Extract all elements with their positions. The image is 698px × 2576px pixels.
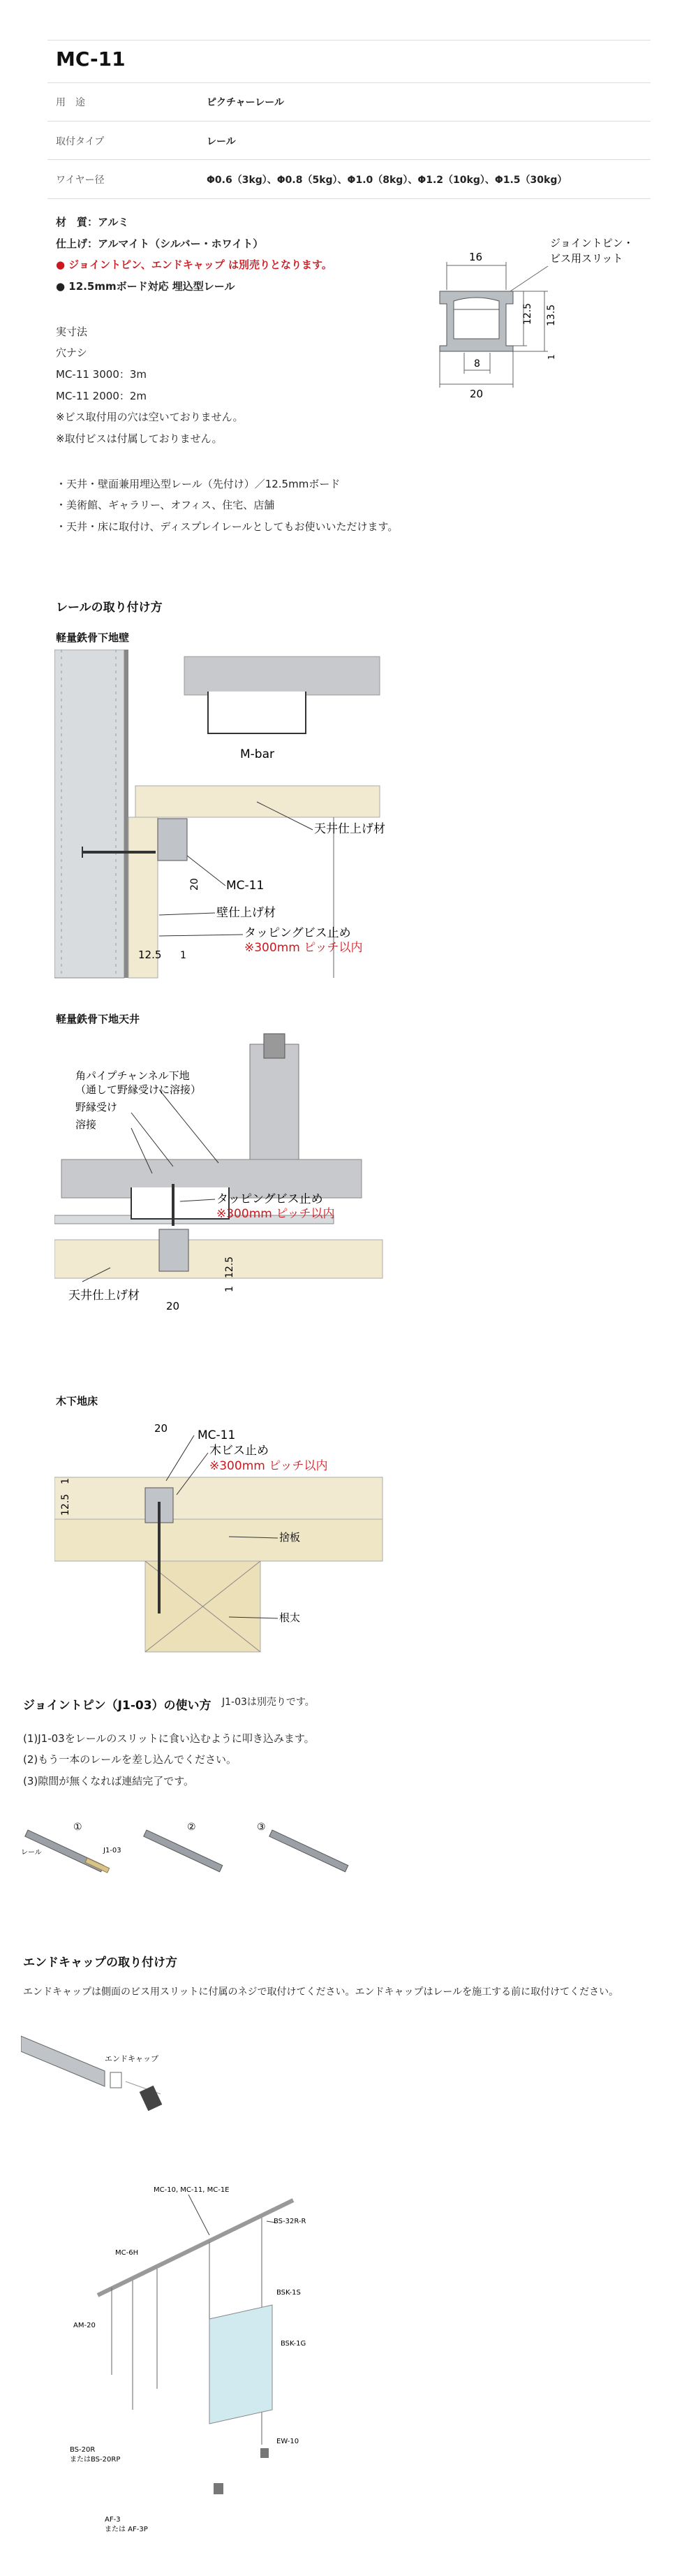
- wall-dim-12-5: 12.5: [138, 949, 162, 961]
- endcap-label: エンドキャップ: [105, 2054, 158, 2063]
- mc6h-label: MC-6H: [115, 2249, 139, 2257]
- joist-label: 根太: [279, 1611, 301, 1624]
- note-screw: ※取付ビスは付属しておりません。: [56, 432, 223, 445]
- ceiling-heading: 軽量鉄骨下地天井: [56, 1013, 140, 1025]
- bsk1g-label: BSK-1G: [281, 2340, 306, 2348]
- usage-1: ・天井・壁面兼用埋込型レール（先付け）／12.5mmボード: [56, 478, 341, 490]
- joint-sub: J1-03は別売りです。: [222, 1697, 315, 1708]
- usage-2: ・美術館、ギャラリー、オフィス、住宅、店舗: [56, 499, 275, 511]
- endcap-desc: エンドキャップは側面のビス用スリットに付属のネジで取付けてください。エンドキャップはレールを施工する前に取付けてください。: [23, 1986, 619, 1998]
- pitch-label: ※300mm ピッチ以内: [244, 941, 363, 955]
- spec-value-use: ピクチャーレール: [207, 97, 285, 108]
- rail-profile-diagram: [426, 234, 663, 402]
- divider: [47, 121, 651, 122]
- spec-value-type: レール: [207, 136, 236, 147]
- wood-pitch-label: ※300mm ピッチ以内: [209, 1459, 328, 1473]
- wall-install-diagram: [54, 650, 389, 985]
- joist-label: 野縁受け: [75, 1101, 118, 1113]
- rail-label: レール: [21, 1849, 42, 1857]
- mc11-label: MC-11: [226, 879, 265, 893]
- ceiling-install-diagram: [54, 1030, 389, 1373]
- divider: [47, 82, 651, 83]
- dim-13-5: 13.5: [546, 304, 557, 326]
- wood-dim-1: 1: [60, 1478, 71, 1484]
- wood-screw-label: 木ビス止め: [209, 1444, 269, 1458]
- ceiling-screw-label: タッピングビス止め: [216, 1192, 323, 1206]
- am20-label: AM-20: [73, 2322, 96, 2329]
- weld-label: 溶接: [75, 1118, 97, 1131]
- step-3-number: ③: [257, 1822, 266, 1833]
- dim-8: 8: [474, 358, 480, 369]
- dim-1: 1: [547, 354, 556, 360]
- wall-finish-label: 壁仕上げ材: [216, 906, 276, 920]
- dim-16: 16: [469, 251, 483, 263]
- joint-step-3: (3)隙間が無くなれば連結完了です。: [23, 1775, 195, 1787]
- mbar-label: M-bar: [240, 747, 274, 761]
- ceiling-pitch-label: ※300mm ピッチ以内: [216, 1207, 335, 1221]
- endcap-heading: エンドキャップの取り付け方: [23, 1956, 177, 1970]
- joint-heading: ジョイントピン（J1-03）の使い方: [23, 1699, 211, 1713]
- length-3m: MC-11 3000：3m: [56, 368, 147, 381]
- divider: [47, 159, 651, 160]
- ceiling-dim-1: 1: [224, 1286, 235, 1292]
- note-hole: ※ビス取付用の穴は空いておりません。: [56, 411, 244, 423]
- ceiling-finish-label: 天井仕上げ材: [68, 1289, 140, 1303]
- bs20r-label: BS-20R: [70, 2446, 96, 2454]
- joint-steps-diagram: [21, 1816, 356, 1907]
- joint-step-1: (1)J1-03をレールのスリットに食い込むように叩き込みます。: [23, 1732, 315, 1745]
- ceiling-dim-12-5: 12.5: [224, 1256, 235, 1278]
- material-text: 材 質：アルミ: [56, 216, 129, 228]
- rails-label: MC-10, MC-11, MC-1E: [154, 2186, 230, 2194]
- screw-label: タッピングビス止め: [244, 926, 351, 940]
- ew10-label: EW-10: [276, 2438, 299, 2445]
- board-label: 捨板: [279, 1531, 301, 1544]
- hole-text: 穴ナシ: [56, 346, 87, 359]
- wall-dim-20: 20: [189, 878, 200, 891]
- wood-heading: 木下地床: [56, 1395, 98, 1407]
- divider: [47, 198, 651, 199]
- system-diagram: [42, 2165, 349, 2563]
- top-divider: [47, 40, 651, 41]
- bsk1s-label: BSK-1S: [276, 2289, 301, 2297]
- slit-label-2: ビス用スリット: [550, 252, 623, 265]
- install-heading: レールの取り付け方: [56, 601, 163, 615]
- bs20rp-label: またはBS-20RP: [70, 2456, 121, 2464]
- length-2m: MC-11 2000：2m: [56, 390, 147, 402]
- bs32-label: BS-32R-R: [274, 2218, 306, 2225]
- channel-label-2: （通して野縁受けに溶接）: [75, 1083, 202, 1096]
- board-notice: ● 12.5mmボード対応 埋込型レール: [56, 280, 235, 293]
- wood-install-diagram: [54, 1411, 389, 1662]
- af3-label: AF-3: [105, 2516, 121, 2524]
- joint-step-2: (2)もう一本のレールを差し込んでください。: [23, 1753, 237, 1766]
- joint-notice: ● ジョイントピン、エンドキャップ は別売りとなります。: [56, 258, 332, 271]
- wall-heading: 軽量鉄骨下地壁: [56, 631, 130, 644]
- wood-dim-20: 20: [154, 1422, 168, 1435]
- spec-label-use: 用 途: [56, 97, 85, 108]
- af3p-label: または AF-3P: [105, 2526, 148, 2533]
- spec-value-wire: Φ0.6（3kg）、Φ0.8（5kg）、Φ1.0（8kg）、Φ1.2（10kg）、Φ1.5（30kg）: [207, 175, 567, 186]
- wall-dim-1: 1: [180, 950, 186, 961]
- ceiling-finish-label: 天井仕上げ材: [314, 822, 385, 836]
- finish-text: 仕上げ：アルマイト（シルバー・ホワイト）: [56, 237, 264, 250]
- wood-dim-12-5: 12.5: [60, 1493, 71, 1516]
- ceiling-dim-20: 20: [166, 1300, 180, 1312]
- dim-20: 20: [470, 388, 484, 400]
- step-2-number: ②: [187, 1822, 196, 1833]
- wood-mc11-label: MC-11: [198, 1428, 236, 1442]
- spec-label-wire: ワイヤー径: [56, 175, 105, 186]
- measure-title: 実寸法: [56, 325, 88, 338]
- usage-3: ・天井・床に取付け、ディスプレイレールとしてもお使いいただけます。: [56, 520, 399, 533]
- channel-label-1: 角パイプチャンネル下地: [75, 1069, 190, 1082]
- dim-12-5: 12.5: [522, 302, 533, 325]
- slit-label-1: ジョイントピン・: [550, 237, 634, 249]
- page-title: MC-11: [56, 47, 126, 71]
- endcap-diagram: [21, 2022, 188, 2127]
- spec-label-type: 取付タイプ: [56, 136, 105, 147]
- pin-label: J1-03: [103, 1847, 121, 1854]
- step-1-number: ①: [73, 1822, 82, 1833]
